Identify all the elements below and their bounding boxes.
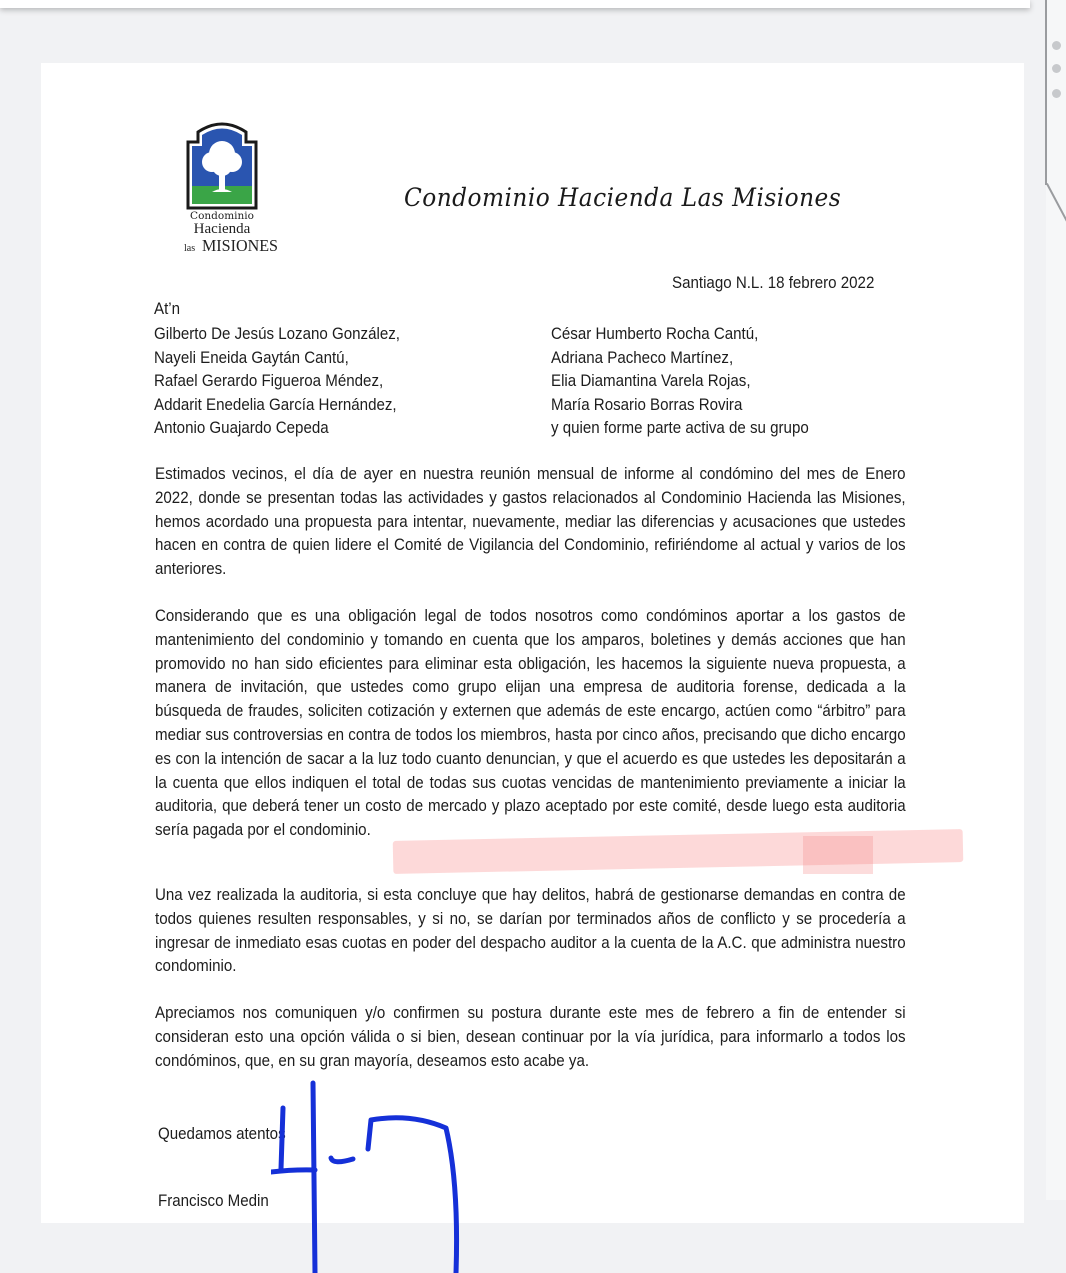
recipients-left-column xyxy=(154,322,400,440)
letterhead-title: Condominio Hacienda Las Misiones xyxy=(404,183,842,212)
scrollbar-track[interactable] xyxy=(1045,0,1047,185)
recipient-name: Elia Diamantina Varela Rojas, xyxy=(551,371,751,391)
more-options-dot-icon[interactable] xyxy=(1052,64,1061,73)
recipient-name: Addarit Enedelia García Hernández, xyxy=(154,394,397,414)
viewer-side-rail xyxy=(1046,0,1066,1200)
recipient-name: y quien forme parte activa de su grupo xyxy=(551,418,809,438)
recipient-name: Rafael Gerardo Figueroa Méndez, xyxy=(154,371,384,391)
signature-stroke xyxy=(368,1118,457,1273)
date-line: Santiago N.L. 18 febrero 2022 xyxy=(672,273,875,292)
body-paragraph: Estimados vecinos, el día de ayer en nuestra reunión mensual de informe al condómino del mes de Enero 2022, donde se presentan todas las actividades y gastos relacionados al Condominio Hacienda las Misiones, hemos acordado una propuesta para intentar, nuevamente, mediar las diferencias y acusaciones que ustedes hacen en contra de quien lidere el Comité de Vigilancia del Condominio, refiriéndome al actual y varios de los anteriores. xyxy=(155,464,906,579)
logo-line-2: Hacienda xyxy=(193,221,251,237)
recipients-right-column xyxy=(551,322,809,440)
viewer-top-bar xyxy=(0,0,1030,8)
condominium-logo xyxy=(182,120,282,260)
signature-stroke xyxy=(271,1170,315,1176)
signature-stroke xyxy=(331,1158,353,1162)
logo-line-3-main: MISIONES xyxy=(202,236,278,255)
body-paragraph: Una vez realizada la auditoria, si esta concluye que hay delitos, habrá de gestionarse demandas en contra de todos quienes resulten responsables, y si no, se darían por terminados años de conflicto y se procedería a ingresar de inmediato esas cuotas en poder del despacho auditor a la cuenta de la A.C. que administra nuestro condominio. xyxy=(155,885,906,976)
recipient-name: Antonio Guajardo Cepeda xyxy=(154,418,329,438)
signature-stroke xyxy=(281,1108,283,1169)
logo-line-1: Condominio xyxy=(190,210,254,222)
recipient-name: Adriana Pacheco Martínez, xyxy=(551,347,734,367)
signature-stroke xyxy=(313,1083,315,1273)
document-page xyxy=(41,63,1024,1223)
body-paragraph: Considerando que es una obligación legal de todos nosotros como condóminos aportar a los gastos de mantenimiento del condominio y tomando en cuenta que los amparos, boletines y demás acciones que han promovido no han sido eficientes para eliminar esta obligación, les hacemos la siguiente nueva propuesta, a manera de invitación, que ustedes como grupo elijan una empresa de auditoria forense, dedicada a la búsqueda de fraudes, soliciten cotización y externen que además de este encargo, actúen como “árbitro” para mediar sus controversias en contra de todos los miembros, hasta por cinco años, precisando que dicho encargo es con la intención de sacar a la luz todo cuanto denuncian, y que el acuerdo es que ustedes les depositarán a la cuenta que ellos indiquen el total de todas sus cuotas vencidas de mantenimiento previamente a iniciar la auditoria, que deberá tener un costo de mercado y plazo aceptado por este comité, desde luego esta auditoria sería pagada por el condominio. xyxy=(155,606,906,840)
body-paragraph: Apreciamos nos comuniquen y/o confirmen su postura durante este mes de febrero a fin de entender si consideran esto una opción válida o si bien, desean continuar por la vía jurídica, para informarlo a todos los condóminos, que, en su gran mayoría, deseamos esto acabe ya. xyxy=(155,1003,906,1070)
handwritten-signature xyxy=(271,1073,511,1273)
signer-name: Francisco Medin xyxy=(158,1191,269,1210)
more-options-dot-icon[interactable] xyxy=(1052,89,1061,98)
more-options-dot-icon[interactable] xyxy=(1052,41,1061,50)
logo-line-3-prefix: las xyxy=(184,243,196,254)
recipient-name: César Humberto Rocha Cantú, xyxy=(551,324,759,343)
recipient-name: Gilberto De Jesús Lozano González, xyxy=(154,324,400,343)
closing-line: Quedamos atentos xyxy=(158,1124,286,1143)
recipient-name: Nayeli Eneida Gaytán Cantú, xyxy=(154,347,349,367)
recipient-name: María Rosario Borras Rovira xyxy=(551,394,743,414)
attention-label: At’n xyxy=(154,299,181,318)
